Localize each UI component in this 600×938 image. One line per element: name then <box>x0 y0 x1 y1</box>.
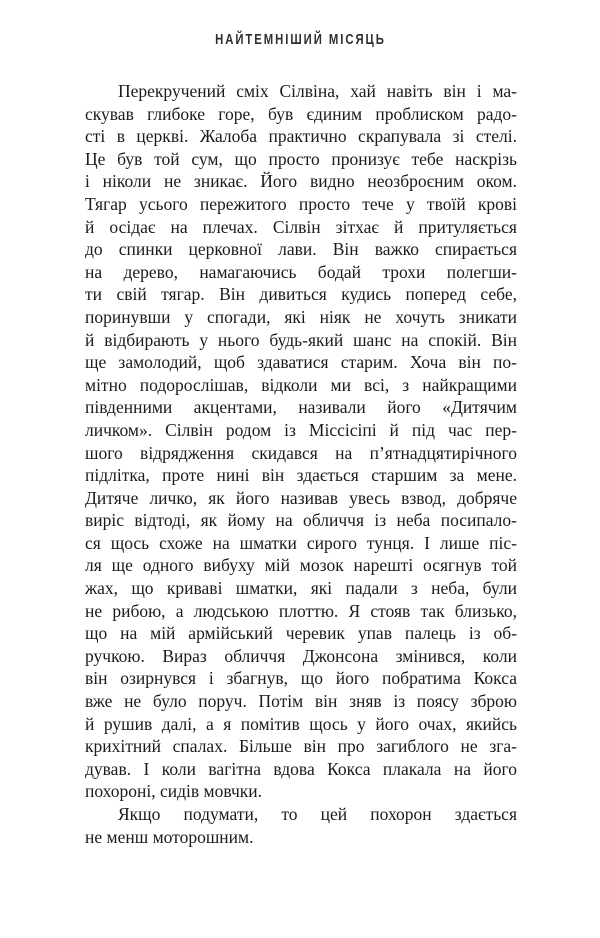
text-line: ручкою. Вираз обличчя Джонсона змінився, коли <box>85 645 517 666</box>
text-line: ти свій тягар. Він дивиться кудись поперед себе, <box>85 284 517 305</box>
text-line: виріс відтоді, як йому на обличчя із неба посипало- <box>85 510 517 531</box>
text-line: Якщо подумати, то цей похорон здається <box>118 804 517 824</box>
paragraph <box>85 803 517 848</box>
text-line: дував. І коли вагітна вдова Кокса плакала на його <box>85 758 517 779</box>
text-line: ще замолодий, щоб здаватися старим. Хоча він по- <box>85 352 517 373</box>
text-line: південними акцентами, називали його «Дитячим <box>85 397 517 418</box>
text-line: і ніколи не зникає. Його видно неозброєним оком. <box>85 171 517 192</box>
text-line: Дитяче личко, як його називав увесь взвод, добряче <box>85 487 517 508</box>
text-line: шого відрядження скидався на п’ятнадцятирічного <box>85 442 517 463</box>
text-line: личком». Сілвін родом із Міссісіпі й під час пер- <box>85 419 517 440</box>
text-line: крихітний спалах. Більше він про загиблого не зга- <box>85 736 517 757</box>
text-line: що на мій армійський черевик упав палець із об- <box>85 623 517 644</box>
text-line: ля ще одного вибуху мій мозок нарешті осягнув той <box>85 555 517 576</box>
text-line: скував глибоке горе, був єдиним проблиском радо- <box>85 103 517 124</box>
text-line: не менш моторошним. <box>85 826 254 847</box>
text-line: до спинки церковної лави. Він важко спирається <box>85 239 517 260</box>
text-line: поринувши у спогади, які ніяк не хочуть зникати <box>85 306 517 327</box>
text-line: не рибою, а людською плоттю. Я стояв так близько, <box>85 600 517 621</box>
text-line: й рушив далі, а я помітив щось у його очах, якийсь <box>85 713 517 734</box>
text-line: жах, що криваві шматки, які падали з неба, були <box>85 578 517 599</box>
page-body <box>85 80 517 848</box>
running-head <box>0 31 600 49</box>
text-line: Перекручений сміх Сілвіна, хай навіть він і ма- <box>118 81 517 101</box>
text-line: ся щось схоже на шматки сирого тунця. І лише піс- <box>85 532 517 553</box>
text-line: вже не було поруч. Потім він зняв із поясу зброю <box>85 691 517 712</box>
text-line: похороні, сидів мовчки. <box>85 781 262 802</box>
text-line: він озирнувся і збагнув, що його побратима Кокса <box>85 668 517 689</box>
text-line: й відбирають у нього будь-який шанс на спокій. Він <box>85 329 517 350</box>
text-line: мітно подорослішав, відколи ми всі, з найкращими <box>85 374 517 395</box>
text-line: сті в церкві. Жалоба практично скрапувала зі стелі. <box>85 126 517 147</box>
paragraph <box>85 80 517 803</box>
text-line: підлітка, проте нині він здається старшим за мене. <box>85 465 517 486</box>
text-line: Це був той сум, що просто пронизує тебе наскрізь <box>85 148 517 169</box>
running-head-title: НАЙТЕМНІШИЙ МІСЯЦЬ <box>214 32 386 48</box>
text-line: Тягар усього пережитого просто тече у твоїй крові <box>85 193 517 214</box>
text-line: на дерево, намагаючись бодай трохи полегши- <box>85 261 517 282</box>
text-line: й осідає на плечах. Сілвін зітхає й притуляється <box>85 216 517 237</box>
